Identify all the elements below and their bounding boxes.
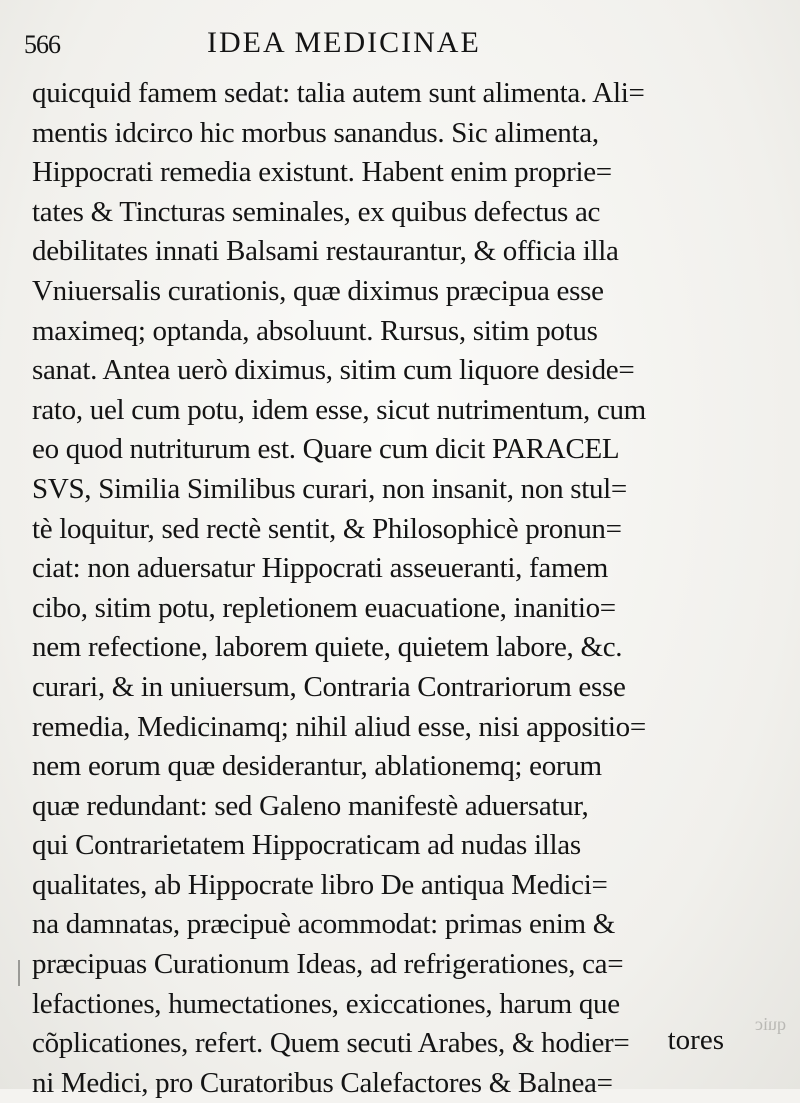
text-line: mentis idcirco hic morbus sanandus. Sic alimenta, — [32, 116, 599, 149]
text-line: tates & Tincturas seminales, ex quibus defectus ac — [32, 195, 601, 228]
text-line: quicquid famem sedat: talia autem sunt alimenta. Ali= — [32, 77, 645, 109]
text-line: na damnatas, præcipuè acommodat: primas enim & — [32, 908, 615, 941]
text-line: nem refectione, laborem quiete, quietem labore, &c. — [32, 631, 623, 664]
page-mark — [18, 960, 20, 986]
text-line: rato, uel cum potu, idem esse, sicut nutrimentum, cum — [32, 393, 646, 426]
text-line: remedia, Medicinamq; nihil aliud esse, nisi appositio= — [32, 710, 646, 743]
text-line: curari, & in uniuersum, Contraria Contrariorum esse — [32, 670, 626, 703]
text-line: SVS, Similia Similibus curari, non insanit, non stul= — [32, 472, 627, 505]
text-line: cibo, sitim potu, repletionem euacuatione, inanitio= — [32, 591, 616, 624]
text-line: ni Medici, pro Curatoribus Calefactores & Balnea= — [32, 1066, 613, 1099]
text-line: sanat. Antea uerò diximus, sitim cum liquore deside= — [32, 354, 635, 387]
text-line: nem eorum quæ desiderantur, ablationemq; eorum — [32, 750, 602, 783]
text-line: cõplicationes, refert. Quem secuti Arabes, & hodier= — [32, 1027, 630, 1060]
text-line: quæ redundant: sed Galeno manifestè aduersatur, — [32, 789, 589, 822]
text-line: tè loquitur, sed rectè sentit, & Philosophicè pronun= — [32, 512, 622, 545]
text-line: ciat: non aduersatur Hippocrati asseueranti, famem — [32, 552, 609, 585]
text-line: qualitates, ab Hippocrate libro De antiqua Medici= — [32, 868, 608, 901]
catchword: tores — [667, 1024, 724, 1056]
text-line: præcipuas Curationum Ideas, ad refrigerationes, ca= — [32, 948, 624, 981]
text-line: debilitates innati Balsami restaurantur, & officia illa — [32, 235, 619, 268]
text-line: eo quod nutriturum est. Quare cum dicit PARACEL — [32, 433, 620, 466]
text-line: lefactiones, humectationes, exiccationes, harum que — [32, 987, 620, 1020]
running-head: IDEA MEDICINAE — [207, 26, 481, 59]
text-line: qui Contrarietatem Hippocraticam ad nudas illas — [32, 829, 581, 862]
page-number: 566 — [24, 30, 60, 59]
body-text — [32, 74, 722, 1103]
show-through-text: quic — [755, 1014, 786, 1034]
text-line: maximeq; optanda, absoluunt. Rursus, sitim potus — [32, 314, 598, 347]
text-line: Vniuersalis curationis, quæ diximus præcipua esse — [32, 274, 604, 307]
text-line: Hippocrati remedia existunt. Habent enim proprie= — [32, 156, 612, 189]
